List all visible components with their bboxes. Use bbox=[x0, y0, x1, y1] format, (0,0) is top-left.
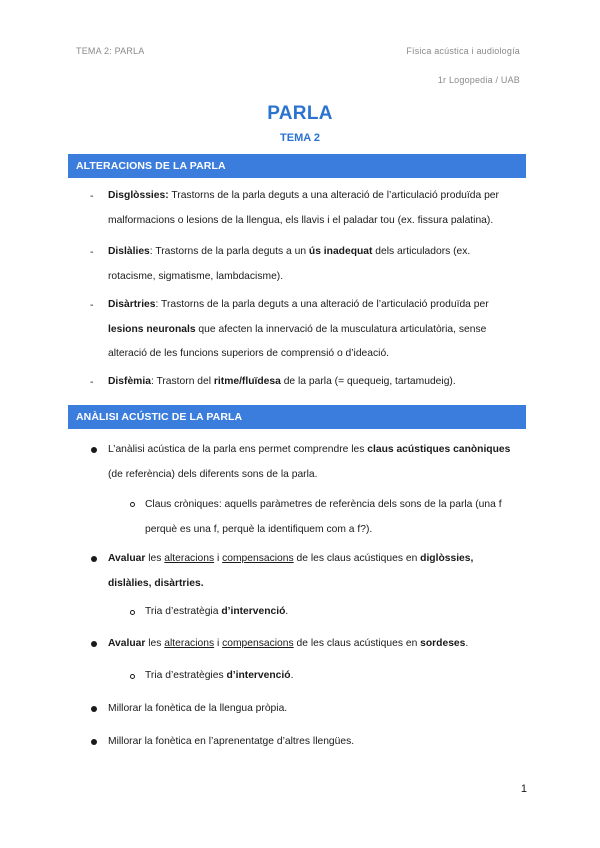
bullet-circle-icon bbox=[130, 502, 135, 507]
running-header-degree: 1r Logopedia / UAB bbox=[437, 75, 520, 85]
list-item-millorar-altres: Millorar la fonètica en l’aprenentatge d’altres llengües. bbox=[108, 736, 355, 747]
dash-bullet: - bbox=[90, 190, 94, 202]
page-subtitle: TEMA 2 bbox=[280, 132, 320, 144]
list-item-claus-croniques: Claus cròniques: aquells paràmetres de referència dels sons de la parla (una f perquè es una f, perquè la identifiquem com a f?). bbox=[145, 499, 502, 535]
bullet-circle-icon bbox=[130, 674, 135, 679]
dash-bullet: - bbox=[90, 246, 94, 258]
list-item-analisi-acustica: L’anàlisi acústica de la parla ens permet comprendre les claus acústiques canòniques (de referència) dels diferents sons de la parla. bbox=[108, 444, 511, 480]
list-item-disartries: Disàrtries: Trastorns de la parla deguts a una alteració de l’articulació produïda per lesions neuronals que afecten la innervació de la musculatura articulatòria, sense alteració de les funcions superiors de comprensió o d’ideació. bbox=[108, 299, 489, 359]
running-header-left: TEMA 2: PARLA bbox=[76, 46, 145, 56]
page-number: 1 bbox=[520, 783, 527, 795]
page-title: PARLA bbox=[267, 103, 333, 124]
list-item-tria-estrategia: Tria d’estratègia d’intervenció. bbox=[145, 606, 289, 617]
bullet-dot-icon bbox=[91, 706, 97, 712]
list-item-avaluar-sordeses: Avaluar les alteracions i compensacions de les claus acústiques en sordeses. bbox=[108, 638, 469, 649]
list-item-tria-estrategies: Tria d’estratègies d’intervenció. bbox=[145, 670, 294, 681]
running-header-course: Física acústica i audiología bbox=[406, 46, 520, 56]
bullet-dot-icon bbox=[91, 641, 97, 647]
list-item-dislalies: Dislàlies: Trastorns de la parla deguts a un ús inadequat dels articuladors (ex. rotacisme, sigmatisme, lambdacisme). bbox=[108, 246, 471, 282]
list-item-millorar-propia: Millorar la fonètica de la llengua pròpia. bbox=[108, 703, 288, 714]
section-heading-analisi: ANÀLISI ACÚSTIC DE LA PARLA bbox=[68, 405, 526, 429]
dash-bullet: - bbox=[90, 376, 94, 388]
bullet-circle-icon bbox=[130, 610, 135, 615]
section-heading-alteracions: ALTERACIONS DE LA PARLA bbox=[68, 154, 526, 178]
bullet-dot-icon bbox=[91, 447, 97, 453]
bullet-dot-icon bbox=[91, 739, 97, 745]
list-item-avaluar-diglossies: Avaluar les alteracions i compensacions de les claus acústiques en diglòssies, dislàlies, disàrtries. bbox=[108, 553, 474, 589]
list-item-disglossies: Disglòssies: Trastorns de la parla deguts a una alteració de l’articulació produïda per malformacions o lesions de la llengua, els llavis i el paladar tou (ex. fissura palatina). bbox=[108, 190, 499, 226]
list-item-disfemia: Disfèmia: Trastorn del ritme/fluïdesa de la parla (= quequeig, tartamudeig). bbox=[108, 376, 456, 387]
dash-bullet: - bbox=[90, 299, 94, 311]
bullet-dot-icon bbox=[91, 556, 97, 562]
